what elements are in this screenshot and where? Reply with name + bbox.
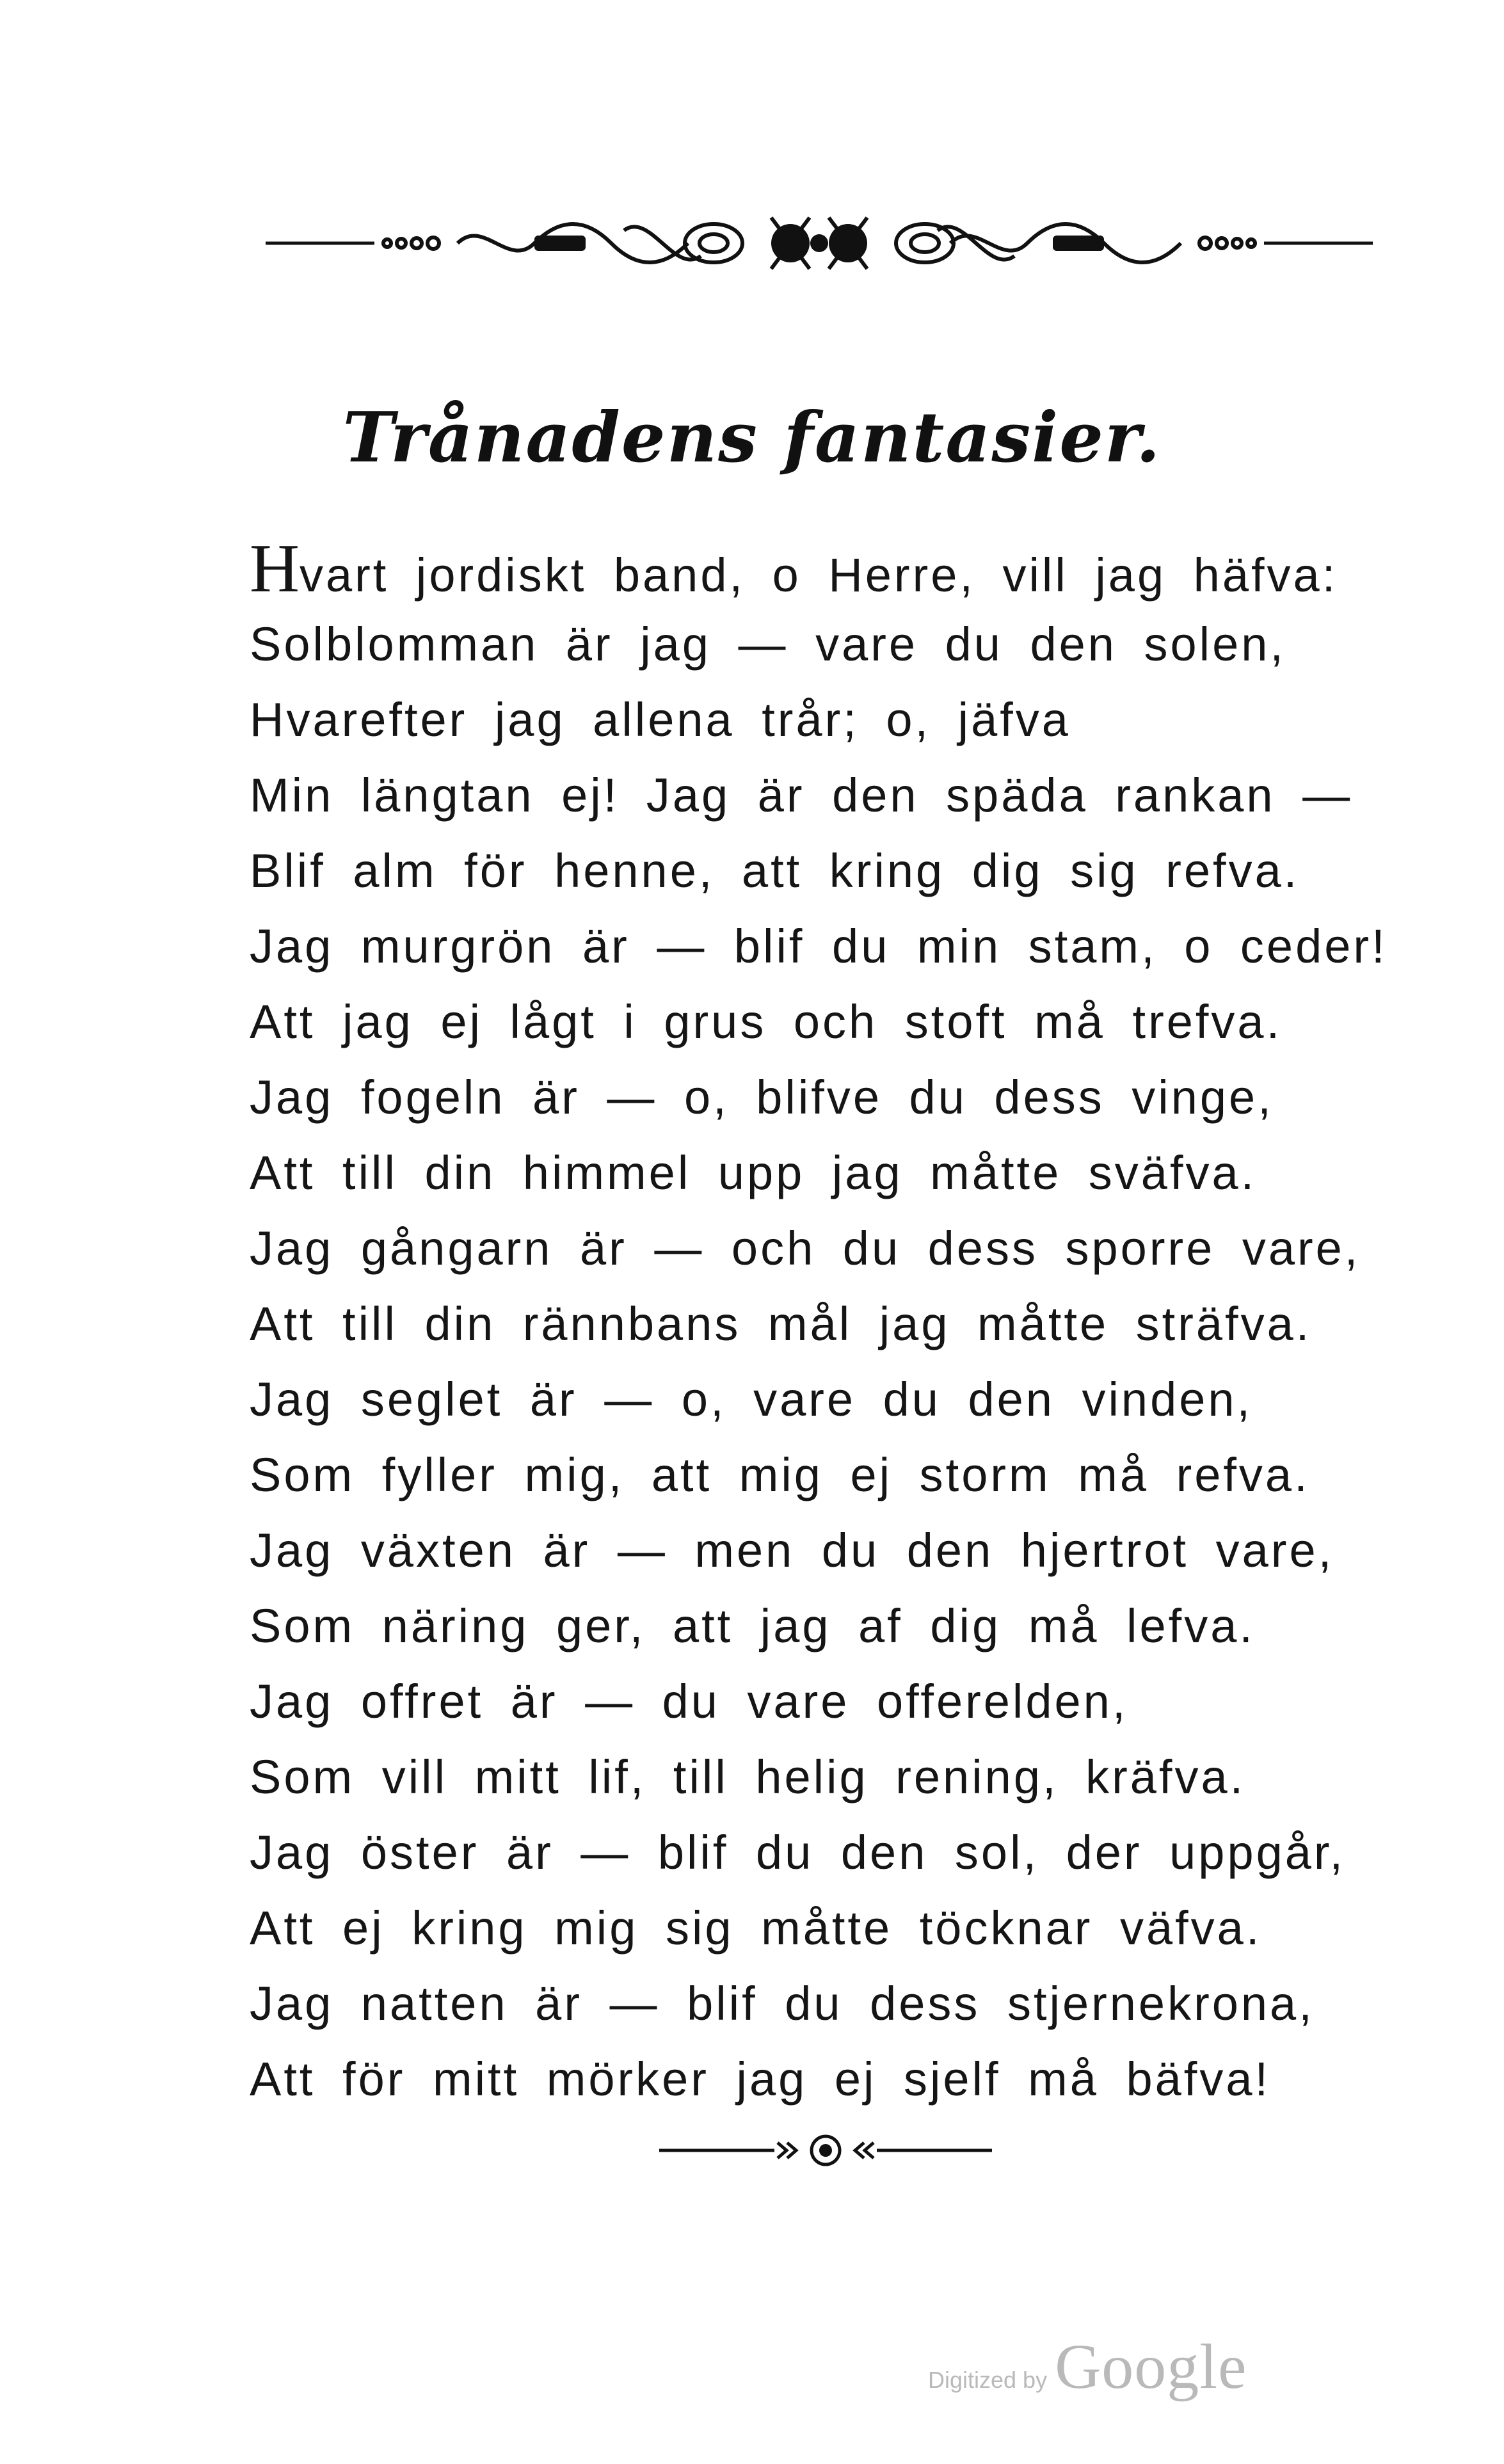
poem-line: Jag gångarn är — och du dess sporre vare, bbox=[250, 1222, 1361, 1275]
poem-line: Jag öster är — blif du den sol, der uppgår, bbox=[250, 1826, 1346, 1879]
poem-line: Jag fogeln är — o, blifve du dess vinge, bbox=[250, 1071, 1274, 1124]
poem-line-text: vart jordiskt band, o Herre, vill jag häfva: bbox=[300, 548, 1338, 602]
poem-line: Jag seglet är — o, vare du den vinden, bbox=[250, 1373, 1253, 1426]
top-ornament-divider bbox=[266, 211, 1373, 275]
poem-line: Som fyller mig, att mig ej storm må refva. bbox=[250, 1448, 1310, 1501]
poem-line: Som näring ger, att jag af dig må lefva. bbox=[250, 1599, 1255, 1652]
poem-line: Blif alm för henne, att kring dig sig refva. bbox=[250, 844, 1300, 897]
poem-line: Jag växten är — men du den hjertrot vare, bbox=[250, 1524, 1334, 1577]
drop-initial: H bbox=[250, 531, 300, 607]
digitized-by-google-watermark bbox=[928, 2330, 1261, 2400]
google-logo-text: Google bbox=[1055, 2331, 1247, 2402]
poem-line: Att ej kring mig sig måtte töcknar väfva. bbox=[250, 1901, 1262, 1955]
poem-title: Trånadens fantasier. bbox=[342, 397, 1162, 478]
poem-line: Jag murgrön är — blif du min stam, o ceder! bbox=[250, 920, 1388, 973]
poem-line: Att till din rännbans mål jag måtte sträfva. bbox=[250, 1297, 1312, 1350]
poem-line: Hvarefter jag allena trår; o, jäfva bbox=[250, 693, 1071, 746]
watermark-prefix: Digitized by bbox=[928, 2367, 1048, 2393]
poem-line: Att till din himmel upp jag måtte sväfva. bbox=[250, 1146, 1257, 1199]
poem-body bbox=[250, 531, 1414, 2117]
poem-line bbox=[250, 531, 1414, 607]
poem-line: Jag natten är — blif du dess stjernekrona, bbox=[250, 1977, 1315, 2030]
poem-line: Jag offret är — du vare offerelden, bbox=[250, 1675, 1128, 1728]
poem-line: Att jag ej lågt i grus och stoft må trefva. bbox=[250, 995, 1283, 1048]
bottom-ornament-divider bbox=[659, 2131, 992, 2170]
poem-line: Som vill mitt lif, till helig rening, kräfva. bbox=[250, 1750, 1246, 1804]
poem-line: Solblomman är jag — vare du den solen, bbox=[250, 618, 1286, 671]
poem-line: Att för mitt mörker jag ej sjelf må bäfva! bbox=[250, 2052, 1271, 2106]
poem-line: Min längtan ej! Jag är den späda rankan — bbox=[250, 769, 1353, 822]
